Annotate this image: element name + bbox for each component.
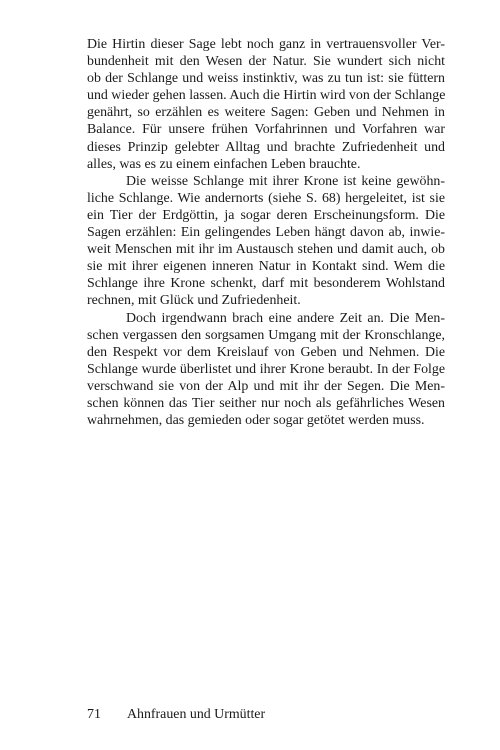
body-text — [87, 36, 445, 429]
text-line: schen vergassen den sorgsamen Umgang mit der Kronschlange, — [87, 327, 445, 343]
page-footer — [87, 705, 265, 725]
paragraph-1 — [87, 36, 445, 173]
text-line: Schlange wurde überlistet und ihrer Krone beraubt. In der Folge — [87, 361, 445, 377]
paragraph-2 — [87, 173, 445, 310]
text-line: Die Hirtin dieser Sage lebt noch ganz in vertrauensvoller Ver- — [87, 37, 445, 52]
text-line: und wieder gehen lassen. Auch die Hirtin wird von der Schlange — [87, 88, 446, 104]
text-line: bundenheit mit den Wesen der Natur. Sie wundert sich nicht — [87, 54, 445, 70]
text-line: Balance. Für unsere frühen Vorfahrinnen und Vorfahren war — [87, 122, 445, 138]
text-line: verschwand sie von der Alp und mit ihr der Segen. Die Men- — [87, 378, 445, 394]
text-line: Die weisse Schlange mit ihrer Krone ist keine gewöhn- — [126, 173, 445, 189]
text-line: Schlange ihre Krone schenkt, darf mit besonderem Wohlstand — [87, 276, 445, 292]
running-title: Ahnfrauen und Urmütter — [127, 707, 266, 722]
text-line: liche Schlange. Wie andernorts (siehe S. 68) hergeleitet, ist sie — [87, 190, 445, 206]
text-line: alles, was es zu einem einfachen Leben brauchte. — [87, 156, 361, 172]
text-line: ein Tier der Erdgöttin, ja sogar deren Erscheinungsform. Die — [87, 207, 445, 223]
text-line: den Respekt vor dem Kreislauf von Geben und Nehmen. Die — [87, 344, 445, 360]
text-line: schen können das Tier seither nur noch als gefährliches Wesen — [87, 395, 445, 411]
text-line: ob der Schlange und weiss instinktiv, was zu tun ist: sie füttern — [87, 71, 445, 87]
text-line: dieses Prinzip gelebter Alltag und brachte Zufriedenheit und — [87, 139, 445, 155]
text-line: sie mit ihrer eigenen inneren Natur in Kontakt sind. Wem die — [87, 259, 445, 275]
page-number: 71 — [87, 707, 101, 722]
text-line: rechnen, mit Glück und Zufriedenheit. — [87, 293, 301, 309]
text-line: genährt, so erzählen es weitere Sagen: Geben und Nehmen in — [87, 105, 445, 121]
text-line: weit Menschen mit ihr im Austausch stehen und damit auch, ob — [87, 242, 445, 258]
text-line: wahrnehmen, das gemieden oder sogar getötet werden muss. — [87, 413, 425, 429]
text-line: Doch irgendwann brach eine andere Zeit an. Die Men- — [126, 310, 445, 326]
text-line: Sagen erzählen: Ein gelingendes Leben hängt davon ab, inwie- — [87, 225, 445, 241]
paragraph-3 — [87, 310, 445, 430]
